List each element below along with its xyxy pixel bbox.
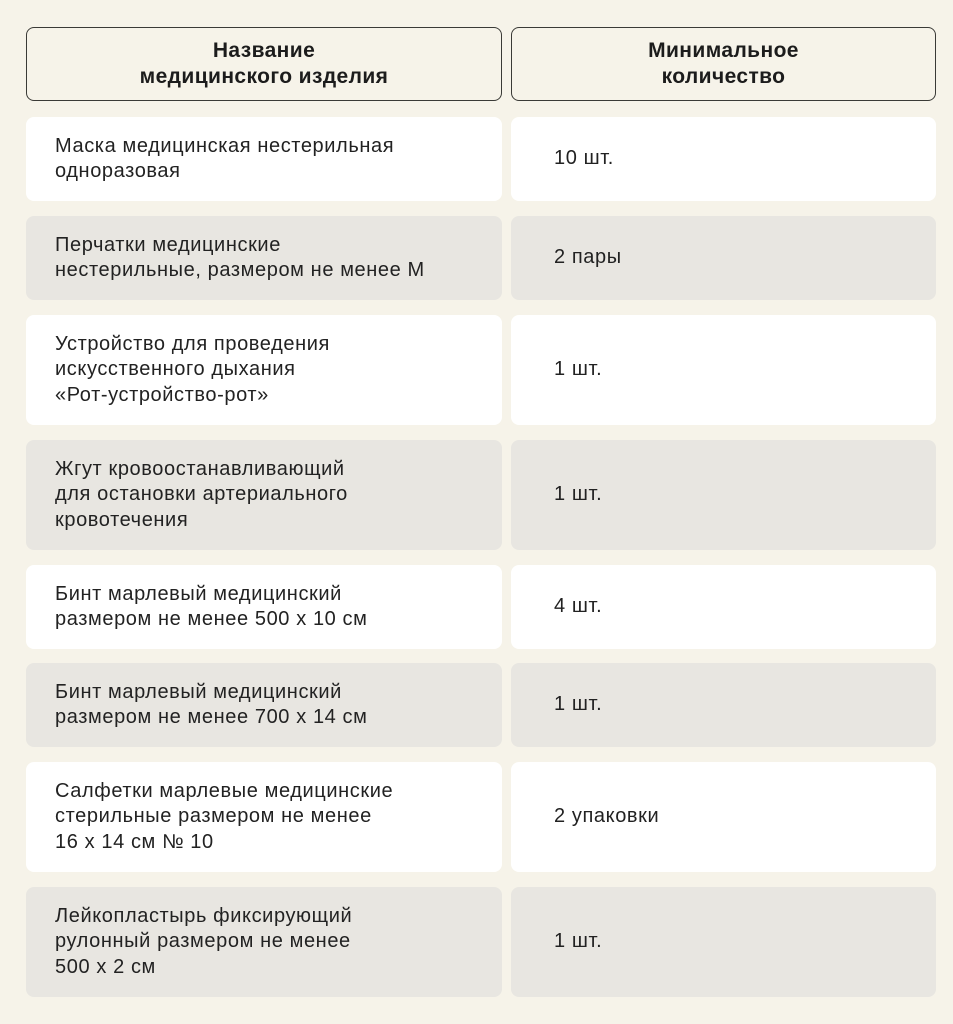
item-quantity-cell: 2 упаковки	[511, 762, 936, 872]
item-name-cell: Бинт марлевый медицинский размером не менее 500 х 10 см	[26, 565, 502, 649]
item-quantity-cell: 1 шт.	[511, 887, 936, 997]
item-quantity-cell: 1 шт.	[511, 315, 936, 425]
item-name-cell: Салфетки марлевые медицинские стерильные размером не менее 16 х 14 см № 10	[26, 762, 502, 872]
item-quantity-cell: 1 шт.	[511, 663, 936, 747]
item-quantity-cell: 4 шт.	[511, 565, 936, 649]
item-name-cell: Лейкопластырь фиксирующий рулонный размером не менее 500 х 2 см	[26, 887, 502, 997]
header-quantity-cell: Минимальное количество	[511, 27, 936, 101]
item-name-cell: Жгут кровоостанавливающий для остановки артериального кровотечения	[26, 440, 502, 550]
item-name-cell: Устройство для проведения искусственного дыхания «Рот-устройство-рот»	[26, 315, 502, 425]
item-quantity-cell: 10 шт.	[511, 117, 936, 201]
item-quantity-cell: 2 пары	[511, 216, 936, 300]
header-name-cell: Название медицинского изделия	[26, 27, 502, 101]
item-name-cell: Бинт марлевый медицинский размером не менее 700 х 14 см	[26, 663, 502, 747]
item-quantity-cell: 1 шт.	[511, 440, 936, 550]
item-name-cell: Перчатки медицинские нестерильные, размером не менее M	[26, 216, 502, 300]
item-name-cell: Маска медицинская нестерильная одноразовая	[26, 117, 502, 201]
